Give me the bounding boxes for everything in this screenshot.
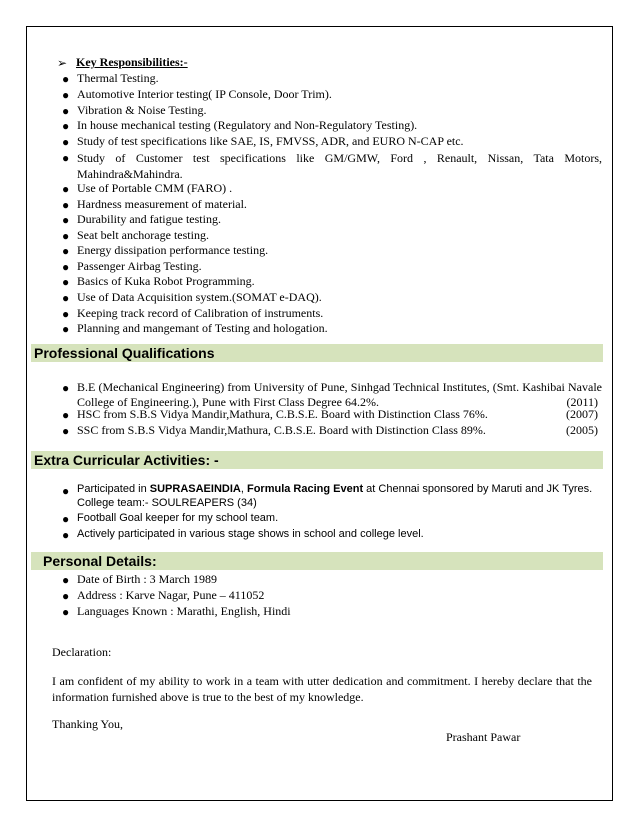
bullet-icon: ●: [62, 135, 70, 149]
bullet-icon: ●: [62, 72, 70, 86]
declaration-heading: Declaration:: [52, 645, 112, 659]
bullet-icon: ●: [62, 244, 70, 258]
bullet-icon: ●: [62, 104, 70, 118]
qualification-item: B.E (Mechanical Engineering) from University of Pune, Sinhgad Technical Institutes, (Smt. Kashibai Navale College of Engineering.), Pune with First Class Degree 64.2%.: [77, 380, 602, 409]
list-item: Thermal Testing.: [77, 71, 159, 85]
key-responsibilities-title: Key Responsibilities:-: [76, 55, 188, 69]
list-item: Vibration & Noise Testing.: [77, 103, 207, 117]
qualification-item: HSC from S.B.S Vidya Mandir,Mathura, C.B.S.E. Board with Distinction Class 76%.: [77, 407, 488, 421]
list-item: Hardness measurement of material.: [77, 197, 247, 211]
list-item: Durability and fatigue testing.: [77, 212, 221, 226]
bullet-icon: ●: [62, 229, 70, 243]
personal-details-header: Personal Details:: [31, 552, 603, 570]
bullet-icon: ●: [62, 307, 70, 321]
activity-item: Participated in SUPRASAEINDIA, Formula Racing Event at Chennai sponsored by Maruti and JK Tyres.: [77, 483, 593, 495]
list-item: Energy dissipation performance testing.: [77, 243, 269, 257]
personal-item: Date of Birth : 3 March 1989: [77, 572, 217, 586]
list-item: In house mechanical testing (Regulatory and Non-Regulatory Testing).: [77, 118, 418, 132]
bullet-icon: ●: [62, 573, 70, 587]
activity-item: Actively participated in various stage shows in school and college level.: [77, 528, 424, 540]
list-item: Study of test specifications like SAE, IS, FMVSS, ADR, and EURO N-CAP etc.: [77, 134, 464, 148]
bullet-icon: ●: [62, 528, 70, 542]
bullet-icon: ●: [62, 291, 70, 305]
signature-name: Prashant Pawar: [446, 730, 521, 744]
qualification-year: (2011): [566, 395, 598, 409]
bullet-icon: ●: [62, 605, 70, 619]
list-item: Use of Portable CMM (FARO) .: [77, 181, 233, 195]
bullet-icon: ●: [62, 275, 70, 289]
list-item: Passenger Airbag Testing.: [77, 259, 202, 273]
qualification-year: (2007): [566, 407, 598, 421]
bullet-icon: ●: [62, 198, 70, 212]
bullet-icon: ●: [62, 484, 70, 498]
bullet-icon: ●: [62, 151, 70, 165]
activity-item-line2: College team:- SOULREAPERS (34): [77, 497, 257, 509]
extra-curricular-header: Extra Curricular Activities: -: [31, 451, 603, 469]
bullet-icon: ●: [62, 88, 70, 102]
personal-item: Languages Known : Marathi, English, Hindi: [77, 604, 291, 618]
declaration-body: I am confident of my ability to work in a team with utter dedication and commitment. I hereby declare that the information furnished above is true to the best of my knowledge.: [52, 674, 592, 704]
bullet-icon: ●: [62, 260, 70, 274]
qualification-year: (2005): [566, 423, 598, 437]
bullet-icon: ●: [62, 182, 70, 196]
professional-qualifications-header: Professional Qualifications: [31, 344, 603, 362]
closing-text: Thanking You,: [52, 717, 124, 731]
bullet-icon: ●: [62, 408, 70, 422]
list-item: Automotive Interior testing( IP Console, Door Trim).: [77, 87, 332, 101]
bullet-icon: ●: [62, 589, 70, 603]
list-item: Basics of Kuka Robot Programming.: [77, 274, 255, 288]
bullet-icon: ●: [62, 512, 70, 526]
bullet-icon: ●: [62, 424, 70, 438]
personal-item: Address : Karve Nagar, Pune – 411052: [77, 588, 265, 602]
qualification-item: SSC from S.B.S Vidya Mandir,Mathura, C.B.S.E. Board with Distinction Class 89%.: [77, 423, 486, 437]
activity-item: Football Goal keeper for my school team.: [77, 512, 279, 524]
bullet-icon: ●: [62, 119, 70, 133]
bullet-icon: ●: [62, 322, 70, 336]
list-item: Seat belt anchorage testing.: [77, 228, 209, 242]
list-item: Planning and mangemant of Testing and hologation.: [77, 321, 328, 335]
list-item: Study of Customer test specifications like GM/GMW, Ford , Renault, Nissan, Tata Motors, Mahindra&Mahindra.: [77, 151, 602, 181]
arrow-bullet-icon: ➢: [57, 56, 68, 70]
list-item: Use of Data Acquisition system.(SOMAT e-DAQ).: [77, 290, 322, 304]
list-item: Keeping track record of Calibration of instruments.: [77, 306, 324, 320]
bullet-icon: ●: [62, 213, 70, 227]
bullet-icon: ●: [62, 381, 70, 395]
